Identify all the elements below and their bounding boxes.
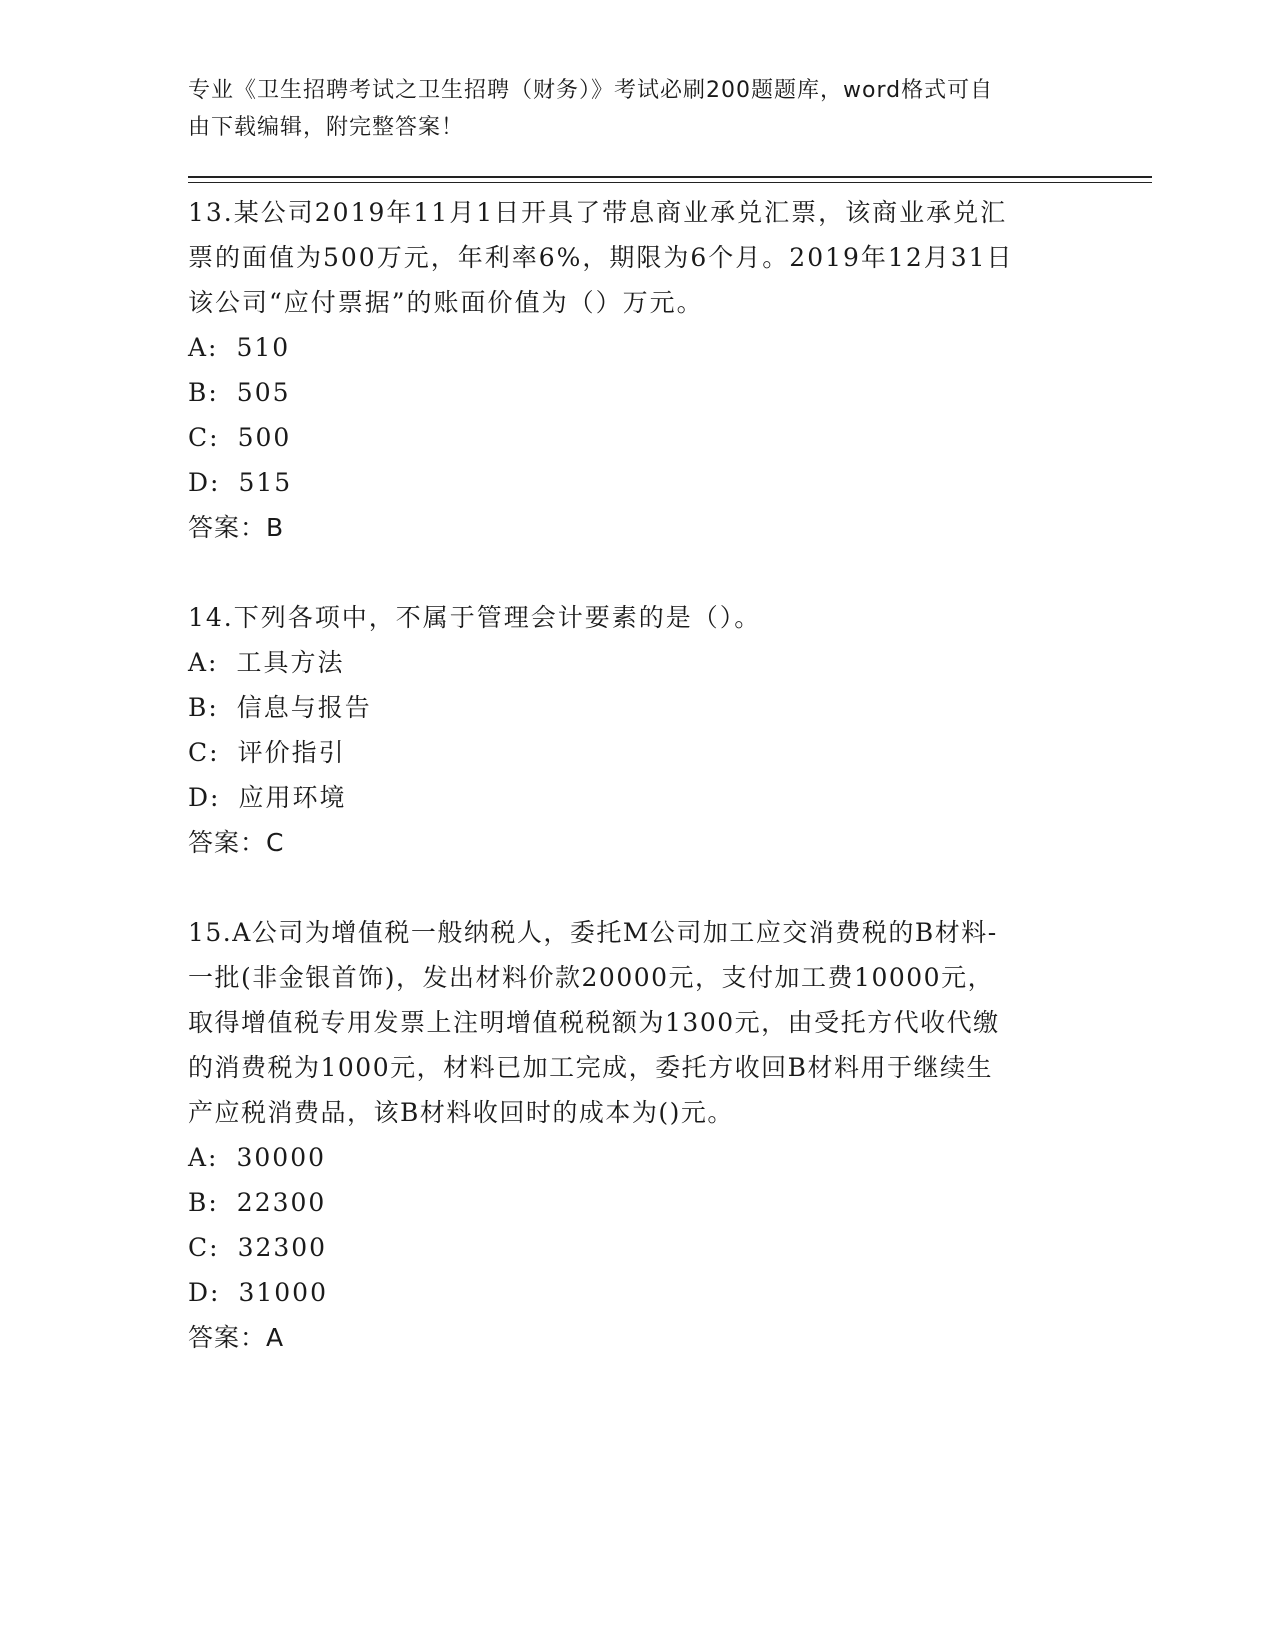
question-list	[188, 190, 1088, 1360]
option-letter: D:	[188, 783, 221, 812]
question-stem-line: 13.某公司2019年11月1日开具了带息商业承兑汇票，该商业承兑汇	[188, 198, 1008, 227]
question-stem-line: 的消费税为1000元，材料已加工完成，委托方收回B材料用于继续生	[188, 1053, 993, 1082]
option-text: 510	[236, 333, 291, 362]
option-a	[188, 325, 1088, 370]
question-stem-line: 15.A公司为增值税一般纳税人，委托M公司加工应交消费税的B材料-	[188, 918, 998, 947]
option-letter: D:	[188, 1278, 221, 1307]
question-stem-line: 产应税消费品，该B材料收回时的成本为()元。	[188, 1098, 734, 1127]
option-a	[188, 1135, 1088, 1180]
question-stem	[188, 910, 1088, 1135]
question-stem-line: 取得增值税专用发票上注明增值税税额为1300元，由受托方代收代缴	[188, 1008, 1000, 1037]
option-letter: B:	[188, 693, 219, 722]
option-c	[188, 730, 1088, 775]
option-text: 评价指引	[237, 738, 346, 767]
option-letter: A:	[188, 1143, 219, 1172]
option-letter: A:	[188, 648, 219, 677]
option-text: 32300	[237, 1233, 328, 1262]
option-text: 31000	[238, 1278, 328, 1307]
header-rule-thick	[188, 176, 1152, 178]
question-stem-line: 14.下列各项中，不属于管理会计要素的是（）。	[188, 603, 762, 632]
question-stem-line: 一批(非金银首饰)，发出材料价款20000元，支付加工费10000元，	[188, 963, 995, 992]
option-text: 信息与报告	[236, 693, 372, 722]
question-15	[188, 910, 1088, 1360]
option-text: 500	[237, 423, 292, 452]
option-c	[188, 415, 1088, 460]
option-text: 30000	[236, 1143, 327, 1172]
option-text: 应用环境	[238, 783, 347, 812]
answer-line: 答案：C	[188, 828, 285, 857]
option-letter: C:	[188, 738, 220, 767]
header-rule-thin	[188, 182, 1152, 183]
option-text: 工具方法	[236, 648, 345, 677]
question-13	[188, 190, 1088, 550]
question-stem	[188, 190, 1088, 325]
option-d	[188, 460, 1088, 505]
option-letter: B:	[188, 1188, 219, 1217]
option-b	[188, 1180, 1088, 1225]
option-text: 515	[238, 468, 293, 497]
option-c	[188, 1225, 1088, 1270]
option-a	[188, 640, 1088, 685]
question-stem	[188, 595, 1088, 640]
option-d	[188, 775, 1088, 820]
document-header	[188, 72, 1068, 146]
answer-line: 答案：B	[188, 513, 285, 542]
option-b	[188, 370, 1088, 415]
question-14	[188, 595, 1088, 865]
header-line-1: 专业《卫生招聘考试之卫生招聘（财务）》考试必刷200题题库，word格式可自	[188, 78, 994, 103]
question-stem-line: 票的面值为500万元，年利率6%，期限为6个月。2019年12月31日	[188, 243, 1014, 272]
option-letter: C:	[188, 1233, 220, 1262]
option-letter: A:	[188, 333, 219, 362]
option-text: 22300	[236, 1188, 327, 1217]
option-text: 505	[236, 378, 291, 407]
option-letter: B:	[188, 378, 219, 407]
answer-line: 答案：A	[188, 1323, 285, 1352]
option-letter: D:	[188, 468, 221, 497]
option-b	[188, 685, 1088, 730]
header-line-2: 由下载编辑，附完整答案！	[188, 115, 465, 140]
option-d	[188, 1270, 1088, 1315]
option-letter: C:	[188, 423, 220, 452]
question-stem-line: 该公司“应付票据”的账面价值为（）万元。	[188, 288, 704, 317]
